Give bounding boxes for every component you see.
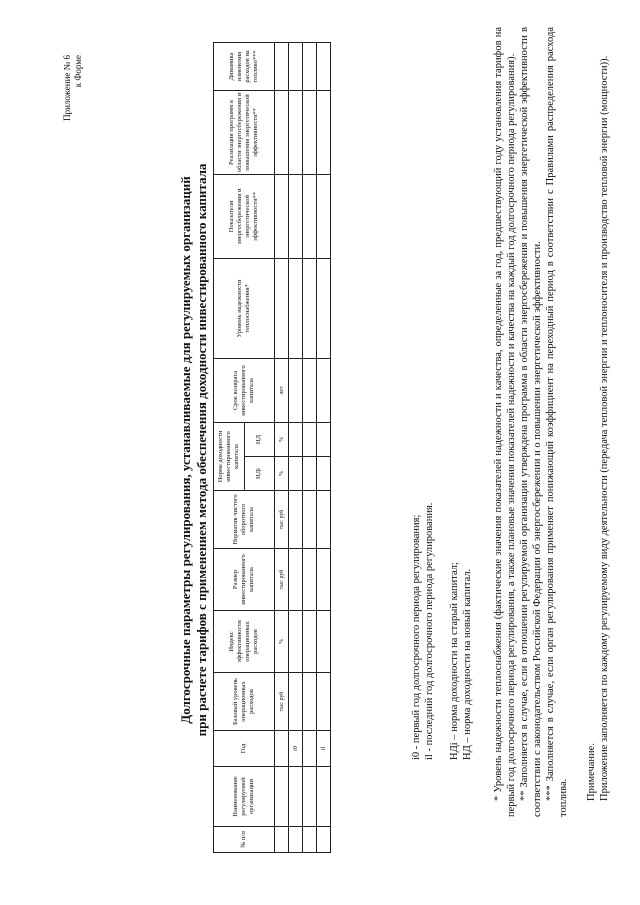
unit-cell-empty xyxy=(275,174,289,258)
table-cell xyxy=(303,422,317,456)
header-program: Реализация программ в области энергосбережения и повышения энергетической эффективности** xyxy=(214,90,275,174)
header-capital: Размер инвестированного капитала xyxy=(214,549,275,611)
unit-base: тыс руб xyxy=(275,673,289,731)
remark-heading: Примечание. xyxy=(586,743,597,801)
table-cell xyxy=(303,258,317,358)
header-num: № п/п xyxy=(214,827,275,853)
table-row xyxy=(289,42,303,852)
table-cell xyxy=(303,491,317,549)
table-cell xyxy=(303,549,317,611)
legend-i0: i0 - первый год долгосрочного периода регулирования; xyxy=(411,514,422,760)
legend-ndi: НДi – норма доходности на старый капитал; xyxy=(449,562,460,760)
legend-returns xyxy=(448,360,474,760)
table-cell xyxy=(289,611,303,673)
table-cell xyxy=(317,673,331,731)
table-cell xyxy=(303,358,317,422)
table-cell xyxy=(303,827,317,853)
header-nd: НД xyxy=(244,422,275,456)
legend-il: il - последний год долгосрочного периода регулирования. xyxy=(424,502,435,760)
table-row xyxy=(317,42,331,852)
unit-ndi: % xyxy=(275,457,289,491)
header-term: Срок возврата инвестированного капитала xyxy=(214,358,275,422)
unit-cell-empty xyxy=(275,827,289,853)
unit-cell-empty xyxy=(275,42,289,90)
table-cell xyxy=(289,422,303,456)
table-cell xyxy=(303,90,317,174)
table-cell xyxy=(317,42,331,90)
title-line-1: Долгосрочные параметры регулирования, устанавливаемые для регулируемых организаций xyxy=(178,176,193,724)
table-cell xyxy=(317,549,331,611)
remark-text: Приложение заполняется по каждому регулируемому виду деятельности (передача тепловой энергии и теплоносителя и производство тепловой энергии (мощности)). xyxy=(599,55,610,801)
title-line-2: при расчете тарифов с применением метода обеспечения доходности инвестированного капитала xyxy=(194,163,209,737)
table-cell xyxy=(303,767,317,827)
table-cell xyxy=(289,358,303,422)
table-cell xyxy=(317,767,331,827)
header-base: Базовый уровень операционных расходов xyxy=(214,673,275,731)
table-cell xyxy=(303,42,317,90)
unit-cell-empty xyxy=(275,258,289,358)
table-cell xyxy=(289,258,303,358)
parameters-table xyxy=(213,42,331,853)
table-cell xyxy=(317,491,331,549)
table-cell xyxy=(289,673,303,731)
document-title xyxy=(178,35,210,865)
row-year: il xyxy=(317,731,331,767)
table-cell xyxy=(303,174,317,258)
header-dynamics: Динамика изменения расходов на топливо*** xyxy=(214,42,275,90)
table-row xyxy=(303,42,317,852)
unit-cell-empty xyxy=(275,90,289,174)
header-index: Индекс эффективности операционных расходов xyxy=(214,611,275,673)
unit-term: лет xyxy=(275,358,289,422)
table-cell xyxy=(317,358,331,422)
table-header-row xyxy=(214,42,245,852)
table-cell xyxy=(303,457,317,491)
header-reliability: Уровень надежности теплоснабжения* xyxy=(214,258,275,358)
appendix-label xyxy=(62,55,84,121)
table-cell xyxy=(289,491,303,549)
row-year: i0 xyxy=(289,731,303,767)
table-cell xyxy=(317,611,331,673)
header-norm-group: Норма доходности инвестированного капитала xyxy=(214,422,245,490)
table-cell xyxy=(317,174,331,258)
table-cell xyxy=(303,673,317,731)
unit-cell-empty xyxy=(275,731,289,767)
appendix-line-2: к Форме xyxy=(73,55,83,88)
table-cell xyxy=(317,457,331,491)
footnote-3: *** Заполняется в случае, если орган регулирования применяет понижающий коэффициент на переходный период в соответствии с Правилами распределения расхода топлива. xyxy=(545,27,569,817)
table-cell xyxy=(289,827,303,853)
remark-block xyxy=(585,17,611,817)
legend-nd: НД – норма доходности на новый капитал. xyxy=(462,568,473,760)
table-units-row xyxy=(275,42,289,852)
footnotes xyxy=(492,27,570,817)
header-working: Норматив чистого оборотного капитала xyxy=(214,491,275,549)
table-cell xyxy=(303,611,317,673)
table-cell xyxy=(289,174,303,258)
table-cell xyxy=(317,827,331,853)
unit-cell-empty xyxy=(275,767,289,827)
header-energy-indicators: Показатели энергосбережения и энергетической эффективности** xyxy=(214,174,275,258)
table-cell xyxy=(289,90,303,174)
legend-years xyxy=(410,360,436,760)
table-cell xyxy=(289,767,303,827)
footnote-1: * Уровень надежности теплоснабжения (фактические значения показателей надежности и качества, определенные за год, предшествующий году установления тарифов на первый год долгосрочного периода регулирования, а также плановые значения показателей надежности и качества на каждый год долгосрочного периода регулирования). xyxy=(493,27,517,817)
unit-nd: % xyxy=(275,422,289,456)
row-year xyxy=(303,731,317,767)
table-cell xyxy=(317,422,331,456)
table-cell xyxy=(317,90,331,174)
unit-index: % xyxy=(275,611,289,673)
header-year: Год xyxy=(214,731,275,767)
table-cell xyxy=(289,549,303,611)
unit-capital: тыс руб xyxy=(275,549,289,611)
table-cell xyxy=(289,42,303,90)
appendix-line-1: Приложение № 6 xyxy=(62,55,72,121)
table-cell xyxy=(317,258,331,358)
header-ndi: НДi xyxy=(244,457,275,491)
footnote-2: ** Заполняется в случае, если в отношении регулируемой организации утверждена программа в области энергосбережения и повышения энергетической эффективности в соответствии с законодательством Российской Федерации об энергосбережении и о повышении энергетической эффективности. xyxy=(519,27,543,817)
header-org: Наименование регулируемой организации xyxy=(214,767,275,827)
unit-working: тыс руб xyxy=(275,491,289,549)
table-cell xyxy=(289,457,303,491)
